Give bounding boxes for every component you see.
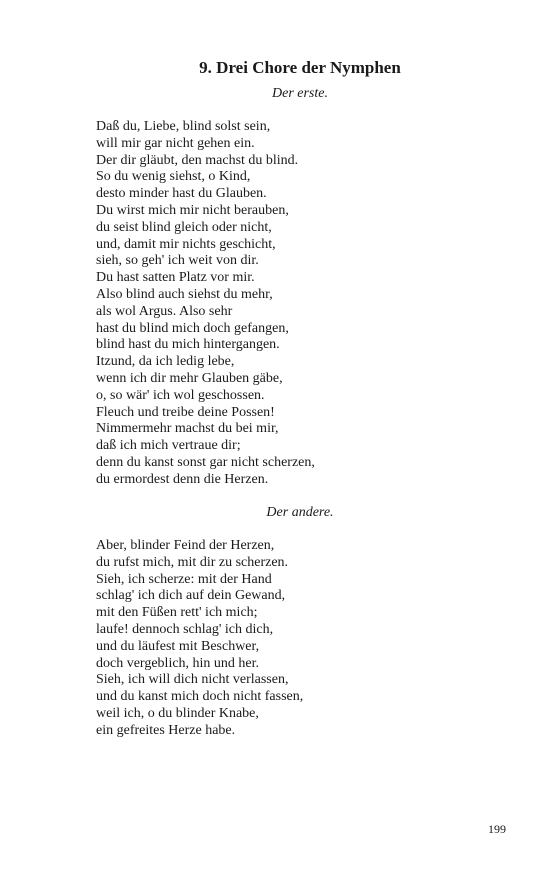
poem-line: du rufst mich, mit dir zu scherzen. (96, 554, 289, 570)
poem-line: So du wenig siehst, o Kind, (96, 169, 251, 185)
stanza-first (96, 119, 315, 489)
poem-line: als wol Argus. Also sehr (96, 303, 233, 319)
section-heading-second: Der andere. (266, 505, 334, 520)
poem-line: will mir gar nicht gehen ein. (96, 135, 255, 151)
poem-line: daß ich mich vertraue dir; (96, 438, 241, 454)
poem-line: Itzund, da ich ledig lebe, (96, 354, 235, 370)
stanza-second (96, 538, 303, 740)
section-heading-first: Der erste. (272, 86, 328, 101)
poem-line: hast du blind mich doch gefangen, (96, 320, 289, 336)
poem-line: wenn ich dir mehr Glauben gäbe, (96, 370, 283, 386)
page-number: 199 (488, 822, 506, 836)
poem-line: Daß du, Liebe, blind solst sein, (96, 119, 271, 134)
poem-line: und du kanst mich doch nicht fassen, (96, 689, 304, 705)
poem-line: mit den Füßen rett' ich mich; (96, 605, 258, 621)
poem-line: Fleuch und treibe deine Possen! (96, 404, 275, 420)
poem-line: du ermordest denn die Herzen. (96, 471, 269, 487)
poem-line: schlag' ich dich auf dein Gewand, (96, 588, 286, 604)
poem-line: Aber, blinder Feind der Herzen, (96, 538, 275, 553)
poem-line: du seist blind gleich oder nicht, (96, 219, 272, 235)
poem-line: o, so wär' ich wol geschossen. (96, 387, 265, 403)
poem-line: Der dir gläubt, den machst du blind. (96, 152, 299, 168)
poem-line: desto minder hast du Glauben. (96, 186, 267, 202)
poem-line: und, damit mir nichts geschicht, (96, 236, 276, 252)
poem-line: Du hast satten Platz vor mir. (96, 270, 255, 286)
poem-line: Sieh, ich will dich nicht verlassen, (96, 672, 289, 688)
poem-line: und du läufest mit Beschwer, (96, 638, 260, 654)
poem-line: ein gefreites Herze habe. (96, 722, 236, 738)
poem-line: Sieh, ich scherze: mit der Hand (96, 571, 272, 587)
poem-line: denn du kanst sonst gar nicht scherzen, (96, 454, 315, 470)
poem-title: 9. Drei Chore der Nymphen (199, 58, 401, 77)
poem-line: Du wirst mich mir nicht berauben, (96, 202, 289, 218)
poem-line: Nimmermehr machst du bei mir, (96, 421, 279, 437)
poem-line: Also blind auch siehst du mehr, (96, 286, 273, 302)
poem-line: blind hast du mich hintergangen. (96, 337, 280, 353)
poem-line: doch vergeblich, hin und her. (96, 655, 260, 671)
poem-line: weil ich, o du blinder Knabe, (96, 705, 259, 721)
poem-line: laufe! dennoch schlag' ich dich, (96, 621, 274, 637)
poem-line: sieh, so geh' ich weit von dir. (96, 253, 259, 269)
